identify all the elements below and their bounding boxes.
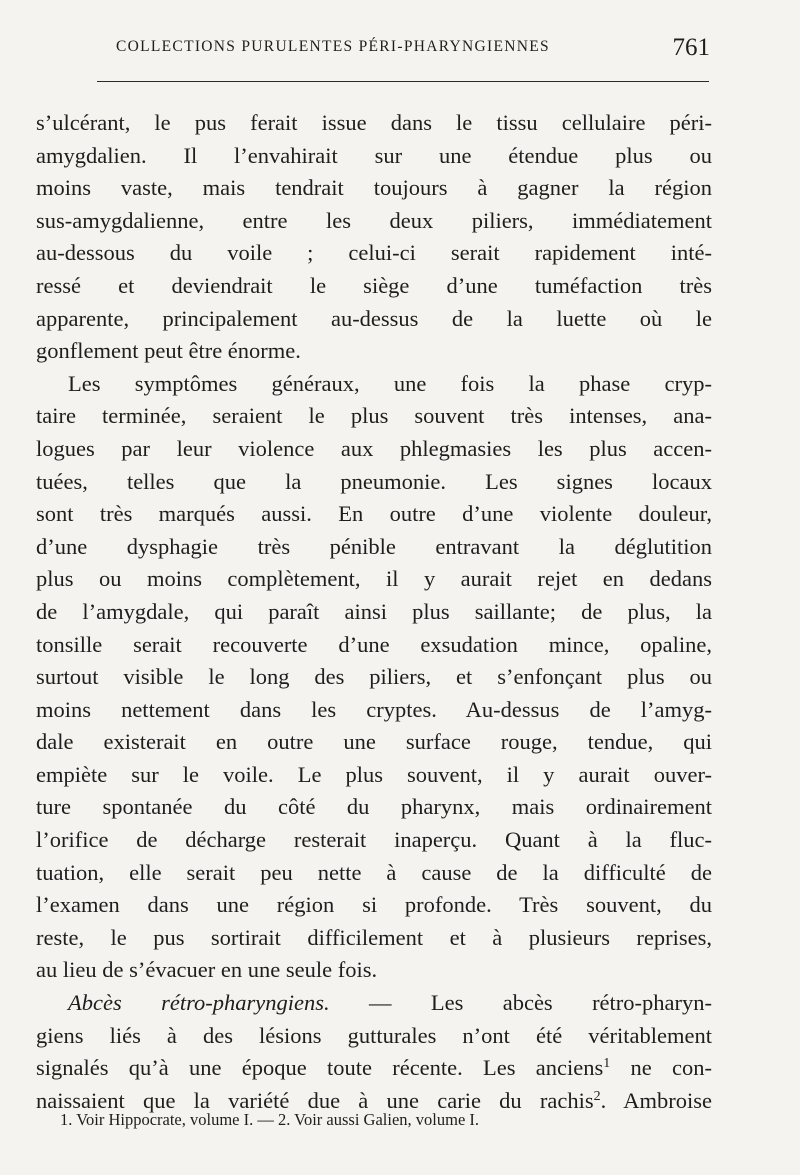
body-text (36, 107, 712, 1117)
text-line: logues par leur violence aux phlegmasies les plus accen- (36, 435, 712, 461)
text-segment: . Ambroise (600, 1087, 712, 1113)
text-line: reste, le pus sortirait difficilement et à plusieurs reprises, (36, 924, 712, 950)
text-segment: ne con- (610, 1055, 713, 1081)
running-title: COLLECTIONS PURULENTES PÉRI-PHARYNGIENNES (116, 38, 550, 55)
footnote-ref-2[interactable]: 2 (593, 1088, 601, 1104)
text-line: moins vaste, mais tendrait toujours à gagner la région (36, 175, 712, 201)
header-rule (97, 81, 709, 82)
text-line: de l’amygdale, qui paraît ainsi plus saillante; de plus, la (36, 598, 712, 624)
text-line: ture spontanée du côté du pharynx, mais ordinairement (36, 794, 712, 820)
text-line: l’orifice de décharge resterait inaperçu. Quant à la fluc- (36, 827, 712, 853)
text-line: l’examen dans une région si profonde. Très souvent, du (36, 892, 712, 918)
text-line: tonsille serait recouverte d’une exsudation mince, opaline, (36, 631, 712, 657)
text-line: ressé et deviendrait le siège d’une tuméfaction très (36, 272, 712, 298)
text-line: apparente, principalement au-dessus de la luette où le (36, 305, 712, 331)
text-line: Les symptômes généraux, une fois la phase cryp- (68, 370, 712, 396)
page-header (98, 34, 710, 64)
section-first-line (36, 987, 712, 1020)
section-text: — Les abcès rétro-pharyn- (329, 990, 713, 1016)
text-line: sus-amygdalienne, entre les deux piliers, immédiatement (36, 207, 712, 233)
text-line: amygdalien. Il l’envahirait sur une étendue plus ou (36, 142, 712, 168)
text-line: sont très marqués aussi. En outre d’une violente douleur, (36, 501, 712, 527)
text-line: tuées, telles que la pneumonie. Les signes locaux (36, 468, 712, 494)
text-line: tuation, elle serait peu nette à cause de la difficulté de (36, 859, 712, 885)
text-line: gonflement peut être énorme. (36, 338, 301, 364)
page-number: 761 (672, 34, 710, 61)
text-line: d’une dysphagie très pénible entravant la déglutition (36, 533, 712, 559)
text-segment: signalés qu’à une époque toute récente. Les anciens (36, 1055, 604, 1081)
text-segment: naissaient que la variété due à une carie du rachis (36, 1087, 594, 1113)
text-line: giens liés à des lésions gutturales n’ont été véritablement (36, 1022, 712, 1048)
section-heading: Abcès rétro-pharyngiens. (68, 990, 330, 1016)
text-line: au lieu de s’évacuer en une seule fois. (36, 957, 378, 983)
footnote-ref-1[interactable]: 1 (603, 1056, 611, 1072)
text-line: dale existerait en outre une surface rouge, tendue, qui (36, 729, 712, 755)
text-line (36, 1052, 712, 1085)
text-line: moins nettement dans les cryptes. Au-dessus de l’amyg- (36, 696, 712, 722)
text-line: plus ou moins complètement, il y aurait rejet en dedans (36, 566, 712, 592)
text-line: surtout visible le long des piliers, et s’enfonçant plus ou (36, 664, 712, 690)
text-line: empiète sur le voile. Le plus souvent, il y aurait ouver- (36, 761, 712, 787)
text-line: au-dessous du voile ; celui-ci serait rapidement inté- (36, 240, 712, 266)
footnotes: 1. Voir Hippocrate, volume I. — 2. Voir aussi Galien, volume I. (60, 1110, 480, 1129)
text-line: s’ulcérant, le pus ferait issue dans le tissu cellulaire péri- (36, 110, 712, 135)
text-line: taire terminée, seraient le plus souvent très intenses, ana- (36, 403, 712, 429)
